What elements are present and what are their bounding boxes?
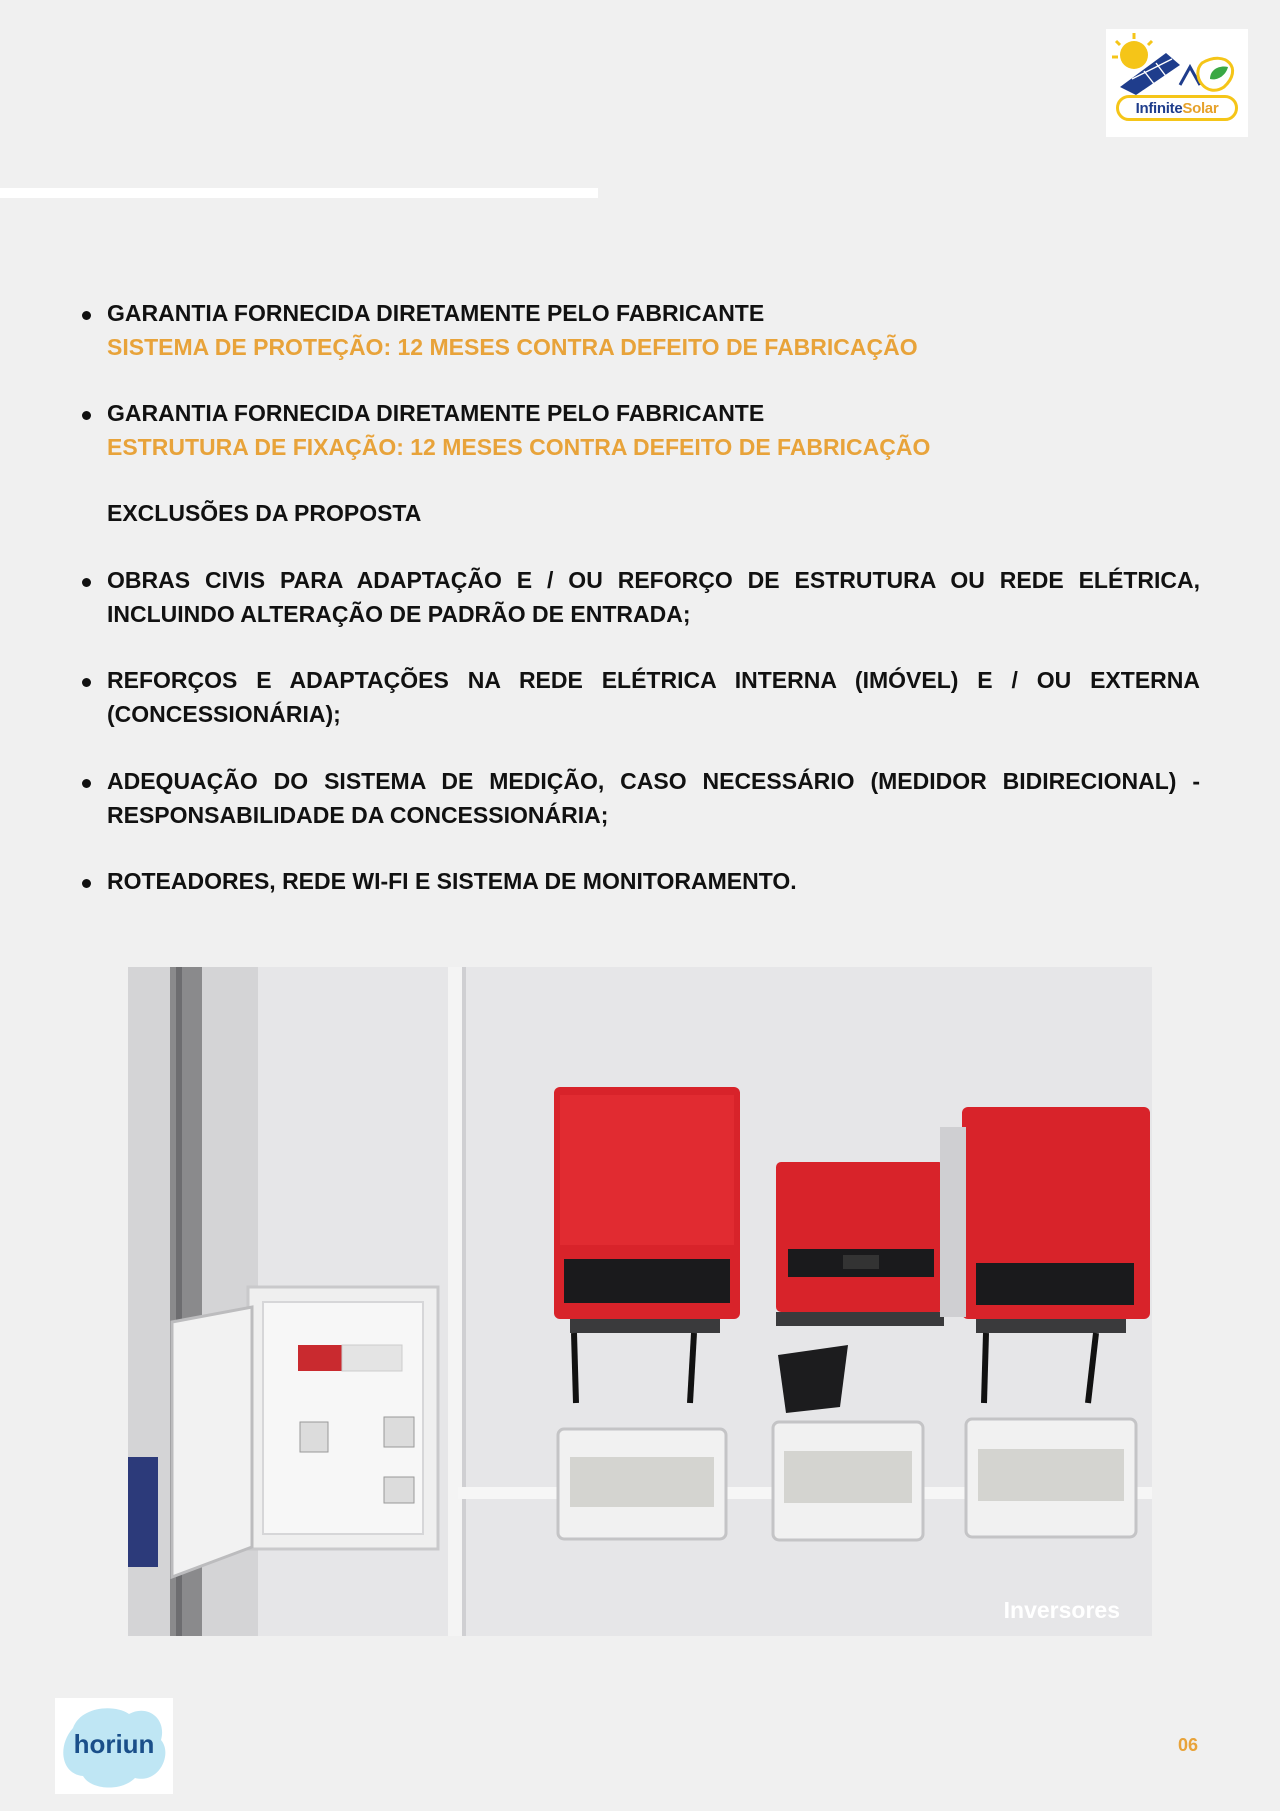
exclusion-item: ADEQUAÇÃO DO SISTEMA DE MEDIÇÃO, CASO NECESSÁRIO (MEDIDOR BIDIRECIONAL) - RESPONSABILIDADE DA CONCESSIONÁRIA; (82, 764, 1200, 832)
warranty-title: GARANTIA FORNECIDA DIRETAMENTE PELO FABRICANTE (107, 300, 765, 326)
bullet (82, 779, 91, 788)
solar-panel-icon (1106, 29, 1248, 99)
warranty-detail: ESTRUTURA DE FIXAÇÃO: 12 MESES CONTRA DEFEITO DE FABRICAÇÃO (107, 434, 931, 460)
bullet (82, 311, 91, 320)
horiun-logo (55, 1698, 173, 1794)
bullet (82, 578, 91, 587)
exclusion-item: REFORÇOS E ADAPTAÇÕES NA REDE ELÉTRICA INTERNA (IMÓVEL) E / OU EXTERNA (CONCESSIONÁRIA); (82, 663, 1200, 731)
page-number: 06 (1178, 1735, 1199, 1755)
warranty-detail: SISTEMA DE PROTEÇÃO: 12 MESES CONTRA DEFEITO DE FABRICAÇÃO (107, 334, 918, 360)
exclusion-item: ROTEADORES, REDE WI-FI E SISTEMA DE MONITORAMENTO. (82, 864, 1200, 898)
warranty-item (82, 396, 1200, 464)
section-heading: EXCLUSÕES DA PROPOSTA (107, 500, 422, 526)
inverters-illustration (128, 967, 1152, 1636)
warranty-item (82, 296, 1200, 364)
bullet (82, 879, 91, 888)
warranty-title: GARANTIA FORNECIDA DIRETAMENTE PELO FABRICANTE (107, 400, 765, 426)
top-divider (0, 188, 598, 198)
infinite-solar-logo (1106, 29, 1248, 137)
exclusion-item: OBRAS CIVIS PARA ADAPTAÇÃO E / OU REFORÇO DE ESTRUTURA OU REDE ELÉTRICA, INCLUINDO ALTERAÇÃO DE PADRÃO DE ENTRADA; (82, 563, 1200, 631)
logo-wordmark: Infinite Solar (1116, 95, 1238, 121)
inverters-photo (128, 967, 1152, 1636)
bullet (82, 411, 91, 420)
logo-wordmark: horiun (73, 1729, 155, 1759)
photo-caption: Inversores (1003, 1597, 1120, 1623)
bullet (82, 678, 91, 687)
